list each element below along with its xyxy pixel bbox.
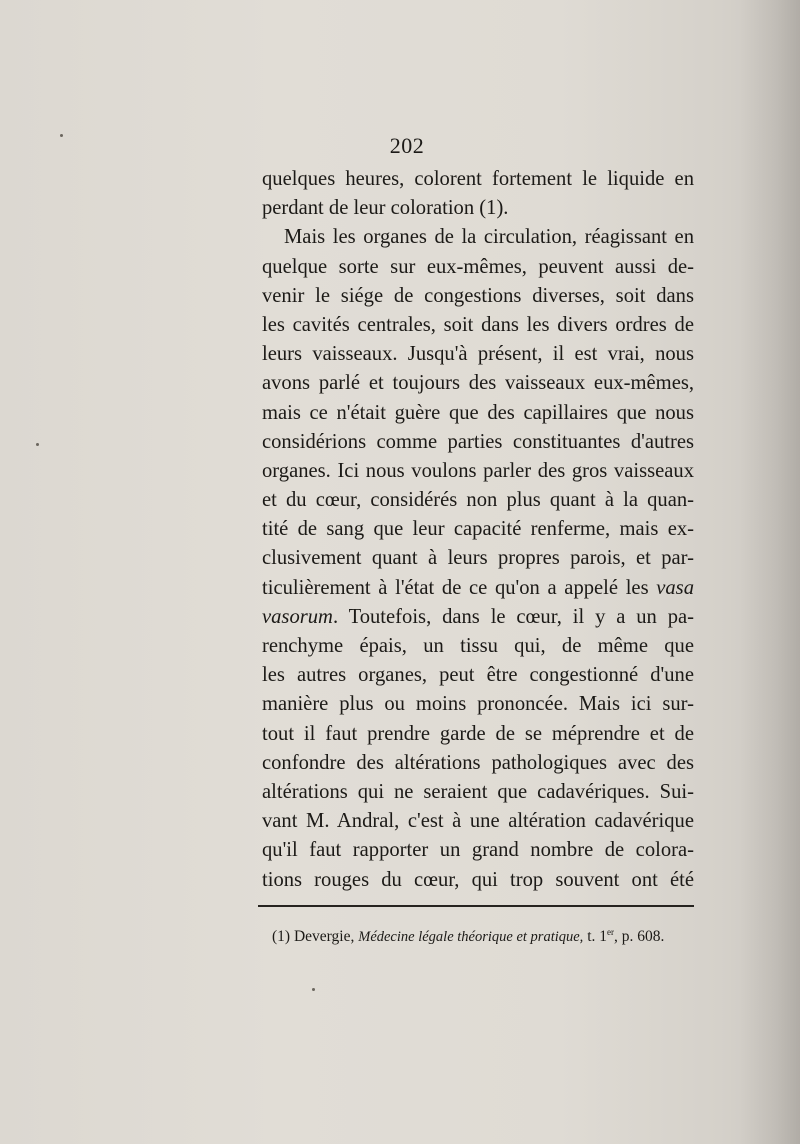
text-line: et du cœur, considérés non plus quant à la quan- [262,489,694,512]
text-line: Mais les organes de la circulation, réagissant en [284,226,694,249]
text-line: les autres organes, peut être congestionné d'une [262,664,694,687]
text-line: qu'il faut rapporter un grand nombre de colora- [262,839,694,862]
footnote-rule [258,905,694,907]
text-fragment: . Toutefois, dans le cœur, il y a un pa- [332,605,694,628]
italic-term: vasa [656,576,694,599]
text-line: tions rouges du cœur, qui trop souvent ont été [262,868,694,891]
text-line: considérions comme parties constituantes d'autres [262,430,694,453]
footnote [272,928,702,946]
text-line: leurs vaisseaux. Jusqu'à présent, il est vrai, nous [262,343,694,366]
text-line: venir le siége de congestions diverses, soit dans [262,284,694,307]
footnote-author: Devergie, [293,928,355,945]
text-line: quelques heures, colorent fortement le liquide en [262,168,694,190]
text-line: tité de sang que leur capacité renferme, mais ex- [262,518,694,541]
text-line: vant M. Andral, c'est à une altération cadavérique [262,810,694,833]
footnote-volume: t. 1 [587,928,607,945]
text-line: mais ce n'était guère que des capillaires que nous [262,401,694,424]
text-line: altérations qui ne seraient que cadavériques. Sui- [262,780,694,803]
page-number: 202 [389,133,425,158]
text-line: clusivement quant à leurs propres parois, et par- [262,547,694,570]
footnote-volume-superscript: er [607,927,614,937]
text-line: organes. Ici nous voulons parler des gros vaisseaux [262,459,694,482]
footnote-title: Médecine légale théorique et pratique, [358,929,584,945]
text-line: confondre des altérations pathologiques avec des [262,751,694,774]
italic-term: vasorum [262,605,333,628]
text-line: renchyme épais, un tissu qui, de même que [262,635,694,657]
footnote-marker: (1) [272,928,291,945]
text-line [262,574,694,603]
footnote-page-ref: , p. 608. [614,928,665,945]
paper-speck [36,443,39,446]
text-line: perdant de leur coloration (1). [262,197,509,220]
text-line: manière plus ou moins prononcée. Mais ici sur- [262,693,694,716]
page-shadow-edge [740,0,800,1144]
text-line: avons parlé et toujours des vaisseaux eux-mêmes, [262,372,694,395]
paper-speck [312,988,315,991]
text-line: les cavités centrales, soit dans les divers ordres de [262,313,694,336]
text-line: tout il faut prendre garde de se méprendre et de [262,722,694,745]
text-line [262,603,694,632]
text-line: quelque sorte sur eux-mêmes, peuvent aussi de- [262,255,694,278]
body-text [262,165,694,895]
text-fragment: ticulièrement à l'état de ce qu'on a appelé les [262,576,649,599]
